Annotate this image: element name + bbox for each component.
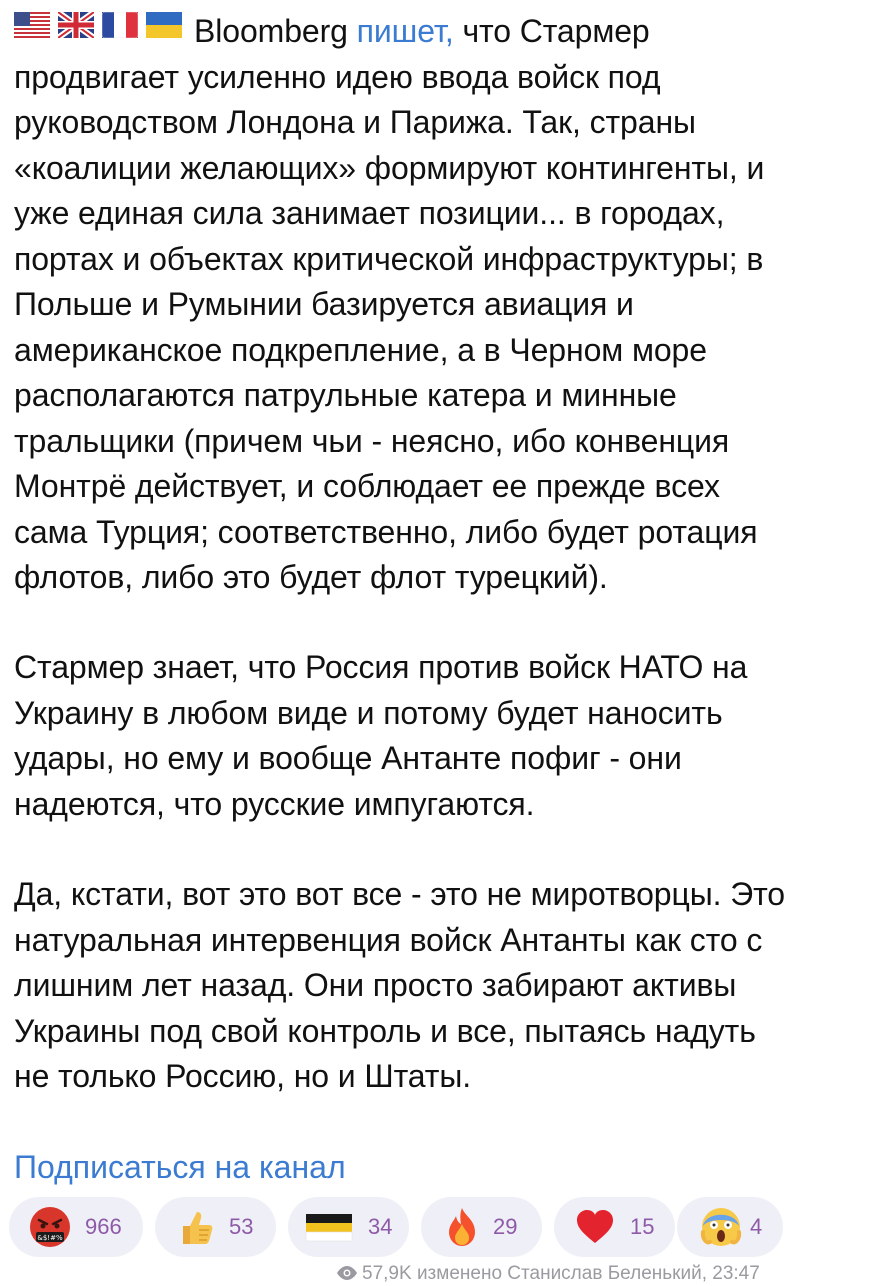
post-meta: 57,9K изменено Станислав Беленький, 23:47 [336, 1262, 760, 1286]
heart-icon [574, 1206, 616, 1248]
reaction-count: 4 [750, 1214, 763, 1239]
eye-icon [336, 1266, 358, 1280]
reaction-fire[interactable] [421, 1197, 542, 1257]
reaction-count: 53 [229, 1214, 254, 1239]
reaction-thumbs-up[interactable] [155, 1197, 276, 1257]
post-paragraph-3: Да, кстати, вот это вот все - это не миротворцы. Это натуральная интервенция войск Антанты как сто с лишним лет назад. Они просто забирают активы Украины под свой контроль и все, пытаясь надуть не только Россию, но и Штаты. [14, 876, 785, 1094]
author-name: Станислав Беленький [507, 1263, 702, 1284]
screaming-face-icon [700, 1206, 742, 1248]
source-link[interactable]: пишет, [356, 13, 454, 49]
thumbs-up-icon [175, 1206, 217, 1248]
us-flag-icon [14, 12, 50, 38]
views-count: 57,9K [362, 1263, 412, 1284]
subscribe-link[interactable]: Подписаться на канал [14, 1149, 346, 1185]
reactions-bar [9, 1197, 869, 1257]
svg-text:&$!#%: &$!#% [37, 1234, 63, 1242]
france-flag-icon [102, 12, 138, 38]
reaction-count: 15 [630, 1214, 655, 1239]
ukraine-flag-icon [146, 12, 182, 38]
edited-label: изменено [416, 1263, 503, 1284]
fire-icon [441, 1206, 483, 1248]
imperial-flag-icon [305, 1206, 353, 1248]
reaction-screaming[interactable] [677, 1197, 783, 1257]
source-name: Bloomberg [194, 13, 348, 49]
post-paragraph-2: Стармер знает, что Россия против войск НАТО на Украину в любом виде и потому будет наносить удары, но ему и вообще Антанте пофиг - они надеются, что русские импугаются. [14, 649, 748, 822]
paragraph-1-text: что Стармер продвигает усиленно идею ввода войск под руководством Лондона и Парижа. Так, страны «коалиции желающих» формируют контингенты, и уже единая сила занимает позиции... в городах, портах и объектах критической инфраструктуры; в Польше и Румынии базируется авиация и американское подкрепление, а в Черном море располагаются патрульные катера и минные тральщики (причем чьи - неясно, ибо конвенция Монтрё действует, и соблюдает ее прежде всех сама Турция; соответственно, либо будет ротация флотов, либо это будет флот турецкий). [14, 13, 765, 595]
reaction-count: 966 [85, 1214, 122, 1239]
reaction-heart[interactable] [554, 1197, 675, 1257]
flag-emojis [14, 12, 190, 42]
reaction-imperial-flag[interactable] [288, 1197, 409, 1257]
post-paragraph-1 [14, 9, 864, 601]
reaction-angry[interactable] [9, 1197, 143, 1257]
reaction-count: 34 [368, 1214, 393, 1239]
angry-face-icon [29, 1206, 71, 1248]
post-time: 23:47 [712, 1263, 760, 1284]
reaction-count: 29 [493, 1214, 518, 1239]
uk-flag-icon [58, 12, 94, 38]
